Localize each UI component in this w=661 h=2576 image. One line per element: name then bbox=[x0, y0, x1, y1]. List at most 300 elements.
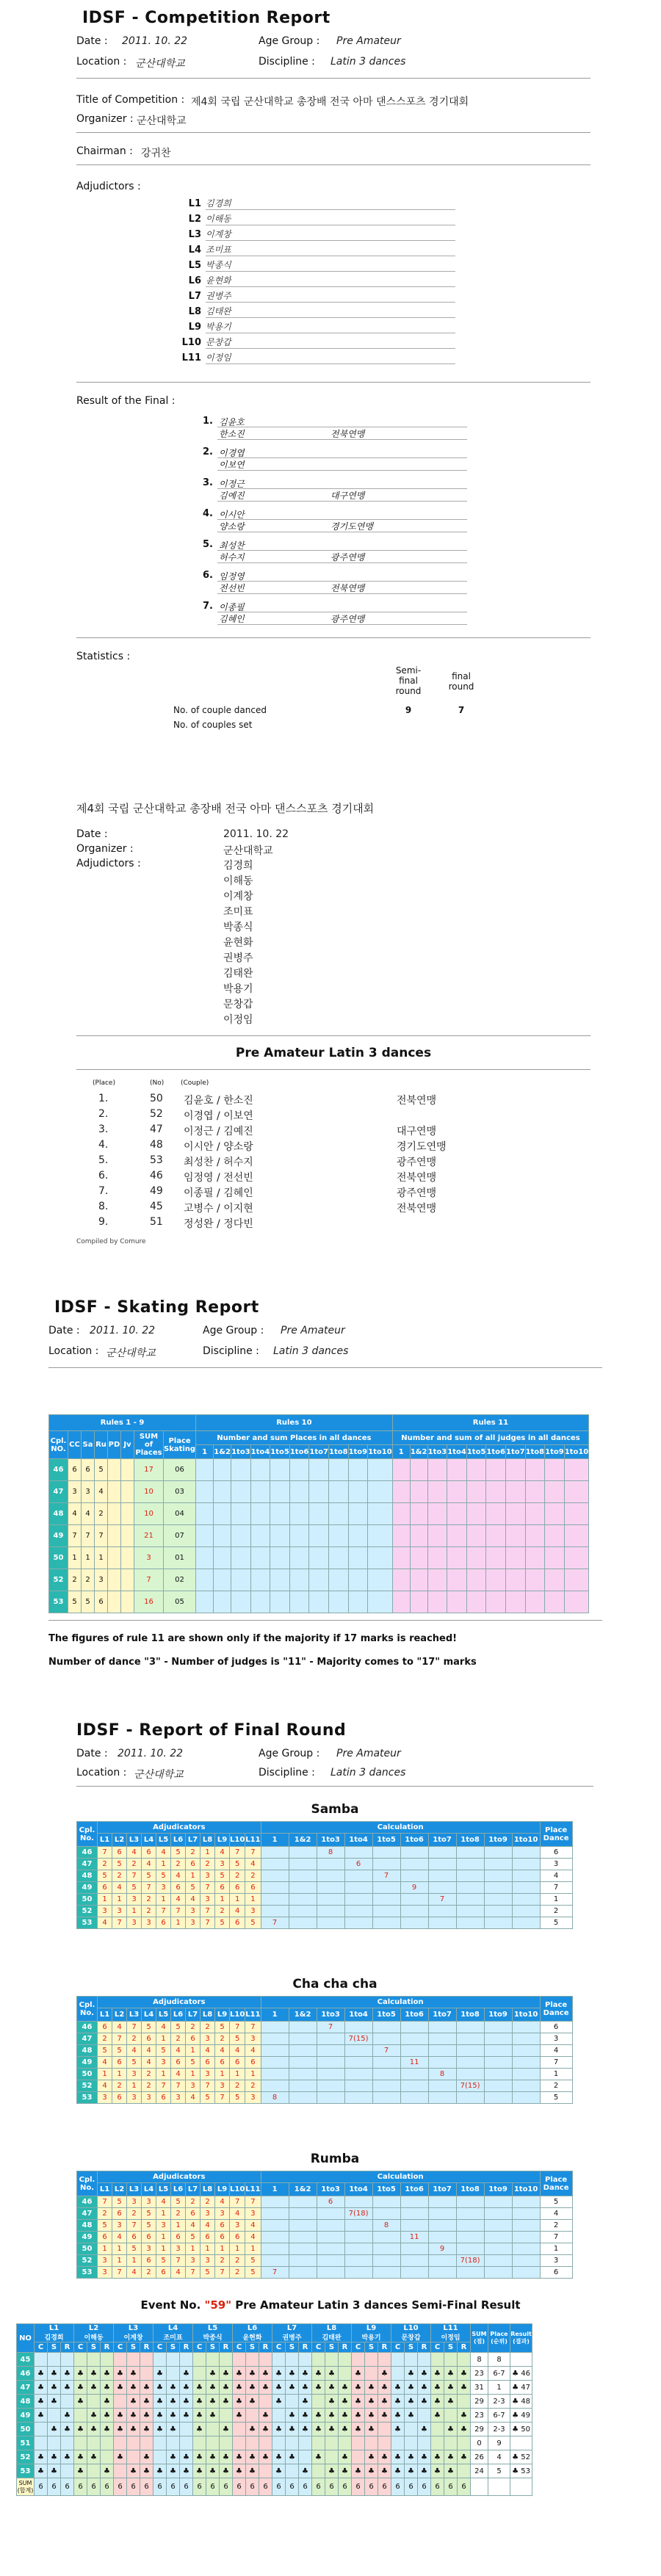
semi-mark bbox=[180, 2423, 193, 2436]
final-club: 광주연맹 bbox=[330, 552, 365, 562]
adjudicators-header: Adjudicators bbox=[98, 1822, 261, 1834]
fr-discipline-value: Latin 3 dances bbox=[330, 1767, 406, 1779]
judge-mark: 7 bbox=[142, 1882, 156, 1894]
semi-mark bbox=[458, 2353, 471, 2367]
judge-mark: 3 bbox=[127, 2069, 142, 2080]
rule11-cell bbox=[545, 1547, 565, 1569]
calc-cell bbox=[456, 2208, 484, 2220]
semi-judge-header bbox=[74, 2324, 114, 2342]
semi-final-table bbox=[16, 2323, 532, 2496]
calc-cell: 11 bbox=[400, 2057, 428, 2069]
semi-mark bbox=[233, 2423, 246, 2436]
rule10-cell bbox=[250, 1481, 270, 1503]
semi-mark: ♣ bbox=[220, 2381, 233, 2395]
judge-header: L10 bbox=[230, 2008, 245, 2022]
underline bbox=[217, 581, 467, 582]
judge-mark: 4 bbox=[127, 2267, 142, 2279]
judge-mark: 3 bbox=[201, 2033, 215, 2045]
calc-cell bbox=[317, 2255, 344, 2267]
judge-name: 문창갑 bbox=[401, 2334, 421, 2342]
dance-header: S bbox=[167, 2342, 180, 2353]
calc-header: 1 bbox=[261, 1834, 289, 1847]
semi-mark: ♣ bbox=[193, 2409, 206, 2423]
semi-judge-header bbox=[153, 2324, 193, 2342]
summary-adjudicator: 이정임 bbox=[223, 1014, 253, 1026]
rule11-cell bbox=[505, 1547, 525, 1569]
adjudicator-code: L6 bbox=[188, 275, 201, 286]
semi-mark bbox=[233, 2353, 246, 2367]
calc-header: 1to7 bbox=[428, 1834, 456, 1847]
result-club: 전북연맹 bbox=[397, 1203, 437, 1215]
calc-cell bbox=[289, 1906, 317, 1917]
semi-mark: ♣ bbox=[299, 2423, 312, 2436]
calc-cell bbox=[261, 2232, 289, 2243]
judge-code: L10 bbox=[403, 2324, 419, 2332]
calc-cell bbox=[512, 1894, 540, 1906]
discipline-label: Discipline : bbox=[259, 56, 315, 68]
final-club: 전북연맹 bbox=[330, 583, 365, 593]
result-couple: 이정근 / 김예진 bbox=[184, 1126, 253, 1137]
judge-mark: 5 bbox=[186, 1882, 201, 1894]
semi-mark: ♣ bbox=[365, 2409, 378, 2423]
discipline-value: Latin 3 dances bbox=[330, 56, 406, 68]
fr-date-value: 2011. 10. 22 bbox=[118, 1748, 184, 1759]
calc-cell bbox=[344, 1917, 372, 1929]
judge-header: L4 bbox=[142, 1834, 156, 1847]
semi-mark bbox=[286, 2395, 299, 2409]
judge-mark: 3 bbox=[127, 1917, 142, 1929]
semi-sum: 31 bbox=[471, 2381, 488, 2395]
judge-header: L9 bbox=[215, 1834, 230, 1847]
semi-sum-cell: 6 bbox=[233, 2478, 246, 2496]
calc-cell bbox=[456, 2196, 484, 2208]
place-col-header: 1to9 bbox=[545, 1445, 565, 1459]
rule10-cell bbox=[270, 1503, 290, 1525]
semi-result: ♣ 49 bbox=[510, 2409, 532, 2423]
judge-mark: 1 bbox=[201, 1847, 215, 1859]
pd-place bbox=[108, 1569, 121, 1591]
calc-cell bbox=[428, 2220, 456, 2232]
judge-mark: 3 bbox=[186, 1906, 201, 1917]
calc-cell bbox=[428, 1847, 456, 1859]
judge-mark: 1 bbox=[215, 1894, 230, 1906]
calc-cell bbox=[344, 2220, 372, 2232]
judge-mark: 6 bbox=[171, 2232, 186, 2243]
rule11-cell bbox=[564, 1569, 589, 1591]
semi-mark: ♣ bbox=[352, 2423, 365, 2436]
stat-col-semi: Semi-final round bbox=[395, 665, 422, 696]
semi-mark: ♣ bbox=[180, 2395, 193, 2409]
rule11-cell bbox=[447, 1503, 467, 1525]
judge-mark: 4 bbox=[245, 1859, 261, 1870]
summary-adjudicator: 박용기 bbox=[223, 983, 253, 995]
semi-mark: ♣ bbox=[444, 2450, 458, 2464]
place-dance: 2 bbox=[540, 2220, 572, 2232]
calc-cell bbox=[344, 1870, 372, 1882]
rule10-cell bbox=[231, 1481, 251, 1503]
semi-mark: ♣ bbox=[167, 2381, 180, 2395]
result-couple: 최성찬 / 허수지 bbox=[184, 1157, 253, 1168]
underline bbox=[217, 593, 467, 594]
rule11-cell bbox=[564, 1503, 589, 1525]
calc-cell bbox=[400, 2092, 428, 2104]
calc-cell bbox=[289, 2092, 317, 2104]
semi-mark bbox=[114, 2395, 127, 2409]
judge-mark: 5 bbox=[245, 2267, 261, 2279]
semi-mark bbox=[325, 2353, 339, 2367]
judge-header: L7 bbox=[186, 1834, 201, 1847]
semi-mark bbox=[272, 2436, 286, 2450]
rule10-cell bbox=[348, 1481, 368, 1503]
semi-sum-header: SUM (점) bbox=[471, 2324, 488, 2353]
judge-mark: 4 bbox=[98, 1917, 112, 1929]
semi-mark: ♣ bbox=[61, 2409, 74, 2423]
rule10-cell bbox=[348, 1569, 368, 1591]
calc-cell bbox=[344, 2092, 372, 2104]
judge-mark: 1 bbox=[245, 2243, 261, 2255]
dance-row bbox=[77, 1847, 573, 1859]
final-round-title: IDSF - Report of Final Round bbox=[76, 1721, 347, 1740]
semi-mark: ♣ bbox=[418, 2423, 431, 2436]
pd-place bbox=[108, 1547, 121, 1569]
calc-header: 1to5 bbox=[372, 2183, 400, 2196]
calc-cell bbox=[372, 1882, 400, 1894]
semi-sum-empty bbox=[488, 2478, 510, 2496]
judge-header: L9 bbox=[215, 2008, 230, 2022]
semi-mark bbox=[391, 2353, 405, 2367]
rule11-cell bbox=[505, 1569, 525, 1591]
semi-mark bbox=[87, 2395, 101, 2409]
semi-mark bbox=[339, 2353, 352, 2367]
calc-cell bbox=[289, 1847, 317, 1859]
summary-organizer-label: Organizer : bbox=[76, 843, 134, 855]
semi-mark: ♣ bbox=[114, 2450, 127, 2464]
dance-table-wrap bbox=[76, 1821, 573, 1929]
semi-mark bbox=[114, 2464, 127, 2478]
calc-cell bbox=[484, 2045, 512, 2057]
calc-cell bbox=[289, 2196, 317, 2208]
result-no: 53 bbox=[150, 1154, 163, 1166]
judge-mark: 5 bbox=[186, 2057, 201, 2069]
cpl-no: 53 bbox=[77, 2092, 98, 2104]
calc-cell bbox=[512, 2196, 540, 2208]
semi-result: ♣ 53 bbox=[510, 2464, 532, 2478]
cpl-no: 50 bbox=[49, 1547, 68, 1569]
semi-mark: ♣ bbox=[286, 2409, 299, 2423]
calc-cell bbox=[289, 2220, 317, 2232]
rule10-cell bbox=[309, 1503, 329, 1525]
calc-cell bbox=[484, 1906, 512, 1917]
dance-header: S bbox=[286, 2342, 299, 2353]
rule11-cell bbox=[505, 1503, 525, 1525]
dance-header: C bbox=[312, 2342, 325, 2353]
calc-cell bbox=[317, 2033, 344, 2045]
semi-mark bbox=[101, 2436, 114, 2450]
place-dance: 4 bbox=[540, 2208, 572, 2220]
rule10-cell bbox=[231, 1569, 251, 1591]
judge-mark: 2 bbox=[186, 1847, 201, 1859]
semi-mark: ♣ bbox=[458, 2367, 471, 2381]
place-dance: 2 bbox=[540, 2080, 572, 2092]
skating-row bbox=[49, 1459, 589, 1481]
ru-place: 7 bbox=[95, 1525, 108, 1547]
calc-cell bbox=[512, 1906, 540, 1917]
final-result-label: Result of the Final : bbox=[76, 395, 176, 407]
result-couple: 김윤호 / 한소진 bbox=[184, 1095, 253, 1107]
judge-mark: 6 bbox=[98, 1882, 112, 1894]
rule11-cell bbox=[564, 1525, 589, 1547]
calc-cell bbox=[512, 1917, 540, 1929]
judge-mark: 1 bbox=[245, 1894, 261, 1906]
calc-cell bbox=[484, 2196, 512, 2208]
underline bbox=[206, 317, 455, 318]
calc-cell bbox=[289, 2232, 317, 2243]
semi-mark: ♣ bbox=[101, 2381, 114, 2395]
calc-header: 1&2 bbox=[289, 2008, 317, 2022]
semi-sum-cell: 6 bbox=[35, 2478, 48, 2496]
calc-cell bbox=[456, 1906, 484, 1917]
judge-mark: 4 bbox=[230, 2045, 245, 2057]
judge-name: 이계창 bbox=[123, 2334, 143, 2342]
adjudicator-code: L4 bbox=[188, 245, 201, 256]
semi-no: 52 bbox=[17, 2450, 35, 2464]
result-no: 52 bbox=[150, 1108, 163, 1120]
result-place: 6. bbox=[98, 1170, 109, 1182]
rule11-cell bbox=[427, 1569, 447, 1591]
judge-mark: 5 bbox=[201, 2267, 215, 2279]
semi-mark: ♣ bbox=[74, 2381, 87, 2395]
semi-sum-cell: 6 bbox=[365, 2478, 378, 2496]
judge-mark: 2 bbox=[98, 1859, 112, 1870]
judge-header: L8 bbox=[201, 1834, 215, 1847]
cpl-no: 47 bbox=[49, 1481, 68, 1503]
semi-result: ♣ 46 bbox=[510, 2367, 532, 2381]
calc-cell bbox=[400, 2022, 428, 2033]
rule10-cell bbox=[196, 1591, 214, 1613]
judge-mark: 2 bbox=[230, 2267, 245, 2279]
semi-mark: ♣ bbox=[246, 2423, 259, 2436]
calc-cell bbox=[484, 2092, 512, 2104]
semi-mark: ♣ bbox=[180, 2409, 193, 2423]
rule11-cell bbox=[392, 1503, 410, 1525]
judge-header: L5 bbox=[156, 1834, 171, 1847]
judge-mark: 1 bbox=[186, 1870, 201, 1882]
semi-mark: ♣ bbox=[140, 2464, 153, 2478]
semi-mark: ♣ bbox=[114, 2381, 127, 2395]
semi-mark bbox=[286, 2464, 299, 2478]
summary-organizer-value: 군산대학교 bbox=[223, 845, 273, 857]
place-dance: 6 bbox=[540, 2022, 572, 2033]
underline bbox=[217, 501, 467, 502]
semi-mark: ♣ bbox=[167, 2423, 180, 2436]
calc-cell bbox=[344, 2057, 372, 2069]
sum-of-places: 3 bbox=[134, 1547, 164, 1569]
calc-cell bbox=[261, 2080, 289, 2092]
judge-mark: 6 bbox=[156, 2092, 171, 2104]
calc-cell bbox=[261, 2033, 289, 2045]
dance-header: R bbox=[61, 2342, 74, 2353]
result-no: 47 bbox=[150, 1124, 163, 1135]
calc-header: 1&2 bbox=[289, 2183, 317, 2196]
rules-11-header: Rules 11 bbox=[392, 1415, 589, 1431]
semi-mark bbox=[286, 2436, 299, 2450]
judge-mark: 6 bbox=[112, 2208, 127, 2220]
judge-mark: 4 bbox=[215, 2196, 230, 2208]
judge-mark: 7 bbox=[171, 2255, 186, 2267]
rule10-cell bbox=[196, 1547, 214, 1569]
semi-mark bbox=[48, 2353, 61, 2367]
judge-header: L3 bbox=[127, 2008, 142, 2022]
dance-row bbox=[77, 2255, 573, 2267]
judge-mark: 5 bbox=[201, 2092, 215, 2104]
calc-cell bbox=[261, 1894, 289, 1906]
calc-cell bbox=[428, 2255, 456, 2267]
adjudicator-code: L5 bbox=[188, 260, 201, 271]
calc-cell bbox=[344, 1882, 372, 1894]
semi-judge-header bbox=[35, 2324, 74, 2342]
semi-mark: ♣ bbox=[206, 2395, 220, 2409]
semi-mark: ♣ bbox=[299, 2464, 312, 2478]
final-place: 7. bbox=[203, 601, 213, 612]
judge-mark: 3 bbox=[201, 2208, 215, 2220]
final-leader: 이경엽 bbox=[219, 448, 245, 458]
semi-mark: ♣ bbox=[405, 2367, 418, 2381]
final-follower: 김예진 bbox=[219, 491, 245, 501]
cc-place: 2 bbox=[68, 1569, 82, 1591]
dance-header: C bbox=[114, 2342, 127, 2353]
semi-mark: ♣ bbox=[35, 2367, 48, 2381]
rule11-cell bbox=[486, 1591, 506, 1613]
calc-cell bbox=[484, 2080, 512, 2092]
semi-mark: ♣ bbox=[48, 2395, 61, 2409]
sa-place: 6 bbox=[82, 1459, 95, 1481]
judge-mark: 6 bbox=[245, 1882, 261, 1894]
rule10-cell bbox=[250, 1569, 270, 1591]
calc-cell bbox=[484, 2069, 512, 2080]
rule11-cell bbox=[427, 1547, 447, 1569]
rules-11-subheader: Number and sum of all judges in all dances bbox=[392, 1431, 589, 1445]
calc-header: 1to8 bbox=[456, 1834, 484, 1847]
judge-mark: 7 bbox=[112, 2033, 127, 2045]
calc-cell bbox=[261, 2243, 289, 2255]
judge-mark: 2 bbox=[215, 1906, 230, 1917]
calc-header: 1to9 bbox=[484, 2008, 512, 2022]
rule10-cell bbox=[214, 1547, 231, 1569]
calc-cell bbox=[289, 1882, 317, 1894]
rule11-cell bbox=[466, 1503, 486, 1525]
judge-mark: 6 bbox=[112, 2057, 127, 2069]
judge-mark: 1 bbox=[215, 2069, 230, 2080]
calc-header: 1to8 bbox=[456, 2008, 484, 2022]
calc-header: 1to5 bbox=[372, 2008, 400, 2022]
rule11-cell bbox=[564, 1547, 589, 1569]
sa-place: 7 bbox=[82, 1525, 95, 1547]
semi-result bbox=[510, 2353, 532, 2367]
divider bbox=[76, 132, 590, 133]
rule11-cell bbox=[525, 1459, 545, 1481]
summary-adjudicator: 이계창 bbox=[223, 891, 253, 902]
calc-cell bbox=[261, 2045, 289, 2057]
calc-cell bbox=[344, 2045, 372, 2057]
dance-title: Cha cha cha bbox=[292, 1977, 378, 1991]
semi-sum-row bbox=[17, 2478, 532, 2496]
adjudicator-name: 이계창 bbox=[206, 229, 231, 239]
judge-mark: 5 bbox=[142, 2208, 156, 2220]
place-col-header: 1to3 bbox=[427, 1445, 447, 1459]
cpl-no: 47 bbox=[77, 2208, 98, 2220]
judge-mark: 2 bbox=[142, 2069, 156, 2080]
semi-mark: ♣ bbox=[220, 2450, 233, 2464]
judge-mark: 1 bbox=[156, 2069, 171, 2080]
rule11-cell bbox=[427, 1459, 447, 1481]
rule11-cell bbox=[392, 1547, 410, 1569]
judge-mark: 3 bbox=[127, 2092, 142, 2104]
final-place: 1. bbox=[203, 416, 213, 427]
calc-cell bbox=[372, 2232, 400, 2243]
rule11-cell bbox=[564, 1459, 589, 1481]
judge-mark: 4 bbox=[171, 2267, 186, 2279]
calc-cell bbox=[400, 2255, 428, 2267]
semi-place: 1 bbox=[488, 2381, 510, 2395]
judge-mark: 4 bbox=[112, 1882, 127, 1894]
semi-mark: ♣ bbox=[127, 2464, 140, 2478]
semi-mark bbox=[458, 2395, 471, 2409]
semi-mark: ♣ bbox=[246, 2450, 259, 2464]
place-col-header: 1&2 bbox=[214, 1445, 231, 1459]
semi-event-no: "59" bbox=[204, 2298, 232, 2312]
judge-mark: 3 bbox=[201, 1870, 215, 1882]
calc-cell bbox=[289, 2267, 317, 2279]
pd-place bbox=[108, 1459, 121, 1481]
semi-mark bbox=[312, 2395, 325, 2409]
judge-mark: 4 bbox=[171, 2045, 186, 2057]
calc-cell bbox=[512, 2045, 540, 2057]
rule11-cell bbox=[505, 1481, 525, 1503]
cpl-no: 46 bbox=[77, 2196, 98, 2208]
rule10-cell bbox=[270, 1591, 290, 1613]
result-no: 46 bbox=[150, 1170, 163, 1182]
skating-col-header: Cpl. NO. bbox=[49, 1431, 68, 1459]
skating-date-label: Date : bbox=[48, 1325, 80, 1336]
semi-mark: ♣ bbox=[206, 2367, 220, 2381]
judge-mark: 1 bbox=[215, 2243, 230, 2255]
semi-mark: ♣ bbox=[180, 2381, 193, 2395]
judge-mark: 7 bbox=[245, 2022, 261, 2033]
rule11-cell bbox=[486, 1481, 506, 1503]
place-col-header: 1to4 bbox=[447, 1445, 467, 1459]
place-col-header: 1to7 bbox=[505, 1445, 525, 1459]
dance-header: C bbox=[352, 2342, 365, 2353]
semi-mark bbox=[365, 2353, 378, 2367]
semi-sum-cell: 6 bbox=[180, 2478, 193, 2496]
judge-mark: 6 bbox=[215, 2232, 230, 2243]
semi-sum-label: SUM (합계) bbox=[17, 2478, 35, 2496]
semi-mark: ♣ bbox=[61, 2367, 74, 2381]
dance-header: C bbox=[153, 2342, 167, 2353]
statistics-label: Statistics : bbox=[76, 651, 131, 662]
cpl-no: 53 bbox=[77, 1917, 98, 1929]
calc-cell bbox=[289, 2243, 317, 2255]
calc-cell: 7 bbox=[317, 2022, 344, 2033]
semi-mark bbox=[127, 2353, 140, 2367]
semi-mark bbox=[153, 2436, 167, 2450]
semi-mark bbox=[286, 2353, 299, 2367]
semi-sum-cell: 6 bbox=[246, 2478, 259, 2496]
rule11-cell bbox=[545, 1525, 565, 1547]
semi-mark: ♣ bbox=[312, 2381, 325, 2395]
dance-row bbox=[77, 2243, 573, 2255]
calc-cell bbox=[372, 2267, 400, 2279]
